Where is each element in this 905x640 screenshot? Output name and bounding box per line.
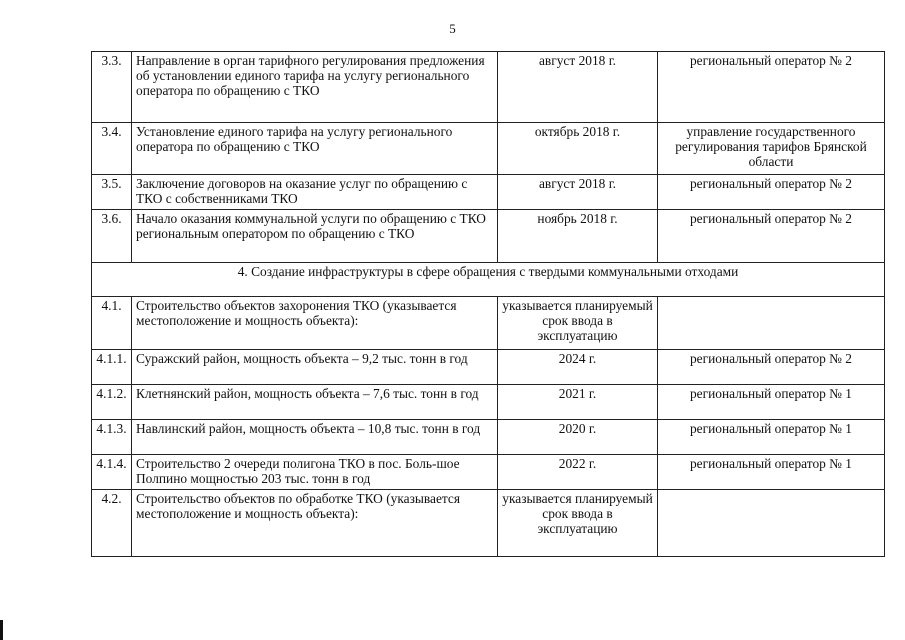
row-responsible: региональный оператор № 2: [658, 350, 885, 385]
row-responsible: региональный оператор № 1: [658, 455, 885, 490]
table-row: [92, 175, 885, 210]
table-row: [92, 385, 885, 420]
row-description: Направление в орган тарифного регулирования предложения об установлении единого тарифа на услугу регионального оператора по обращению с ТКО: [132, 52, 498, 123]
table-row: [92, 123, 885, 175]
row-date: 2021 г.: [498, 385, 658, 420]
row-description: Установление единого тарифа на услугу регионального оператора по обращению с ТКО: [132, 123, 498, 175]
row-responsible: [658, 490, 885, 557]
row-number: 3.5.: [92, 175, 132, 210]
row-date: август 2018 г.: [498, 52, 658, 123]
row-number: 4.2.: [92, 490, 132, 557]
row-number: 3.3.: [92, 52, 132, 123]
row-responsible: региональный оператор № 2: [658, 210, 885, 263]
table-row: [92, 455, 885, 490]
row-responsible: региональный оператор № 1: [658, 420, 885, 455]
row-responsible: управление государственного регулирования тарифов Брянской области: [658, 123, 885, 175]
table-row: [92, 297, 885, 350]
row-description: Суражский район, мощность объекта – 9,2 тыс. тонн в год: [132, 350, 498, 385]
row-description: Строительство объектов захоронения ТКО (указывается местоположение и мощность объекта):: [132, 297, 498, 350]
section-title: 4. Создание инфраструктуры в сфере обращения с твердыми коммунальными отходами: [92, 263, 885, 297]
row-description: Строительство объектов по обработке ТКО (указывается местоположение и мощность объекта):: [132, 490, 498, 557]
table-row: [92, 210, 885, 263]
row-description: Заключение договоров на оказание услуг по обращению с ТКО с собственниками ТКО: [132, 175, 498, 210]
row-responsible: региональный оператор № 2: [658, 52, 885, 123]
row-description: Клетнянский район, мощность объекта – 7,6 тыс. тонн в год: [132, 385, 498, 420]
row-date: указывается планируемый срок ввода в эксплуатацию: [498, 490, 658, 557]
table-row: [92, 490, 885, 557]
row-number: 4.1.4.: [92, 455, 132, 490]
row-description: Навлинский район, мощность объекта – 10,8 тыс. тонн в год: [132, 420, 498, 455]
page-number: 5: [449, 21, 456, 36]
row-date: ноябрь 2018 г.: [498, 210, 658, 263]
row-number: 3.4.: [92, 123, 132, 175]
row-date: 2024 г.: [498, 350, 658, 385]
row-date: 2022 г.: [498, 455, 658, 490]
row-responsible: [658, 297, 885, 350]
section-row: [92, 263, 885, 297]
row-date: указывается планируемый срок ввода в эксплуатацию: [498, 297, 658, 350]
row-number: 4.1.: [92, 297, 132, 350]
row-responsible: региональный оператор № 2: [658, 175, 885, 210]
row-number: 4.1.3.: [92, 420, 132, 455]
row-description: Начало оказания коммунальной услуги по обращению с ТКО региональным оператором по обращению с ТКО: [132, 210, 498, 263]
row-date: август 2018 г.: [498, 175, 658, 210]
row-responsible: региональный оператор № 1: [658, 385, 885, 420]
row-number: 4.1.2.: [92, 385, 132, 420]
row-number: 3.6.: [92, 210, 132, 263]
table-row: [92, 350, 885, 385]
row-date: октябрь 2018 г.: [498, 123, 658, 175]
row-description: Строительство 2 очереди полигона ТКО в пос. Боль-шое Полпино мощностью 203 тыс. тонн в год: [132, 455, 498, 490]
table-row: [92, 52, 885, 123]
row-date: 2020 г.: [498, 420, 658, 455]
table-row: [92, 420, 885, 455]
row-number: 4.1.1.: [92, 350, 132, 385]
plan-table: [91, 51, 885, 557]
scan-edge-mark: [0, 620, 3, 640]
